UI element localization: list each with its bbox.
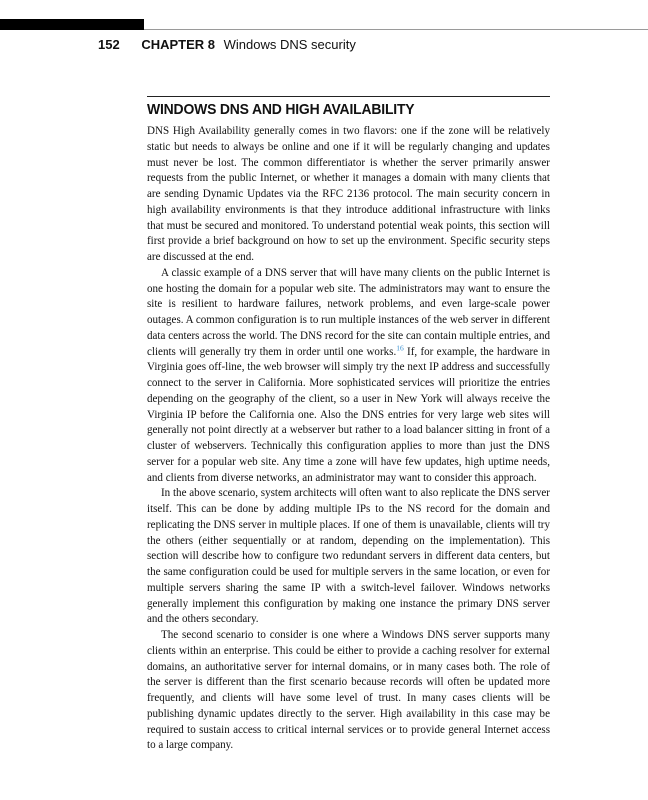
page-number: 152 (98, 37, 120, 52)
paragraph-1: DNS High Availability generally comes in two flavors: one if the zone will be relatively static but needs to always be online and one if it will be regularly changing and updates must never be lost. The common differentiator is whether the server primarily answer requests from the public Internet, or whether it manages a domain with many clients that are sending Dynamic Updates via the RFC 2136 protocol. The main security concern in high availability environments is that they introduce additional infrastructure with links that must be secured and monitored. To understand potential weak points, this section will first provide a brief background on how to set up the environment. Specific security steps are discussed at the end. (147, 125, 550, 263)
chapter-title: Windows DNS security (223, 37, 356, 52)
body-text (147, 124, 550, 754)
paragraph-2-text: A classic example of a DNS server that will have many clients on the public Internet is one hosting the domain for a popular web site. The administrators may want to ensure the site is resilient to hardware failures, network problems, and even large-scale power outages. A common configuration is to run multiple instances of the web server in different data centers across the world. The DNS record for the site can contain multiple entries, and clients will generally try them in order until one works. (147, 266, 550, 358)
running-header (98, 36, 356, 54)
paragraph-3: In the above scenario, system architects will often want to also replicate the DNS server itself. This can be done by adding multiple IPs to the NS record for the domain and replicating the DNS server in multiple places. If one of them is unavailable, clients will try the others (either sequentially or at random, depending on the implementation). This section will describe how to configure two redundant servers in different data centers, but the same configuration could be used for multiple servers in the same location, or even for multiple servers sharing the same IP with a switch-level failover. Windows networks generally implement this configuration by making one instance the primary DNS server and the others secondary. (147, 487, 550, 626)
section-heading: WINDOWS DNS AND HIGH AVAILABILITY (147, 101, 415, 118)
paragraph-2 (147, 266, 550, 487)
header-rule (144, 29, 648, 30)
chapter-label: CHAPTER 8 (141, 37, 216, 52)
header-black-bar (0, 19, 144, 30)
paragraph-2-continuation: If, for example, the hardware in Virginia goes off-line, the web browser will simply try the next IP address and successfully connect to the server in California. More sophisticated services will prioritize the entries depending on the geography of the client, so a user in New York will always receive the Virginia IP before the California one. Also the DNS entries for very large web sites will generally not point directly at a webserver but rather to a load balancer sitting in front of a cluster of webservers. Technically this configuration applies to more than just the DNS server for a popular web site. Any time a zone will have few updates, high uptime needs, and clients from diverse networks, an administrator may want to consider this approach. (147, 345, 551, 484)
footnote-reference-link[interactable]: 16 (396, 342, 404, 352)
section-rule (147, 96, 550, 97)
paragraph-4: The second scenario to consider is one where a Windows DNS server supports many clients within an enterprise. This could be either to provide a caching resolver for external domains, an authoritative server for internal domains, or in many cases both. The role of the server is different than the first scenario because records will often be updated more frequently, and clients will have some level of trust. In many cases clients will be publishing dynamic updates directly to the server. High availability in this case may be required to sustain access to critical internal services or to provide general Internet access to a large company. (147, 629, 550, 752)
